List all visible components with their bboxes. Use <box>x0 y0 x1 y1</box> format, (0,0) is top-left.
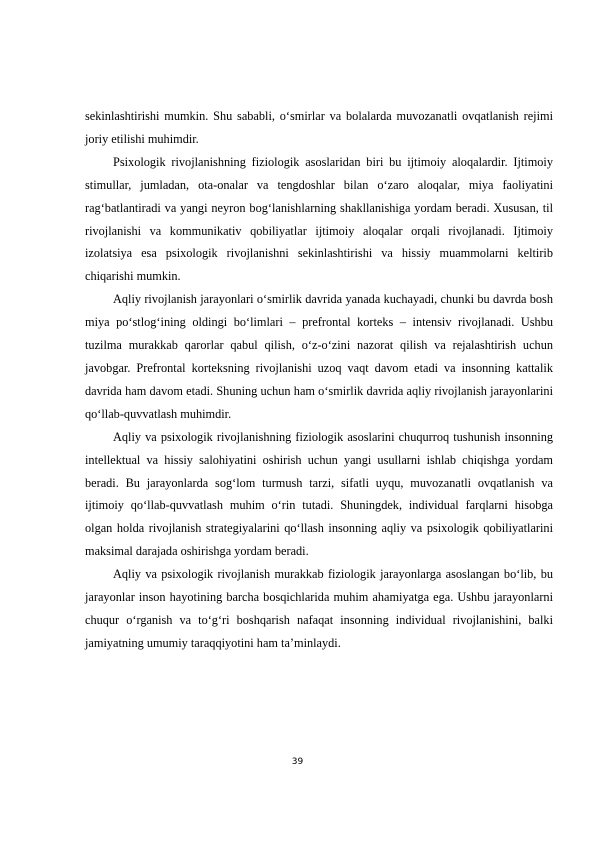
paragraph-conclusion: Aqliy va psixologik rivojlanish murakkab fiziologik jarayonlarga asoslangan bo‘lib, bu jarayonlar inson hayotining barcha bosqichlarida muhim ahamiyatga ega. Ushbu jarayonlarni chuqur o‘rganish va to‘g‘ri boshqarish nafaqat insonning individual rivojlanishini, balki jamiyatning umumiy taraqqiyotini ham ta’minlaydi. <box>85 567 553 650</box>
paragraph-continuation: sekinlashtirishi mumkin. Shu sababli, o‘smirlar va bolalarda muvozanatli ovqatlanish rejimi joriy etilishi muhimdir. <box>85 109 553 146</box>
paragraph-social-connections: Psixologik rivojlanishning fiziologik asoslaridan biri bu ijtimoiy aloqalardir. Ijtimoiy stimullar, jumladan, ota-onalar va tengdoshlar bilan o‘zaro aloqalar, miya faoliyatini rag‘batlantiradi va yangi neyron bog‘lanishlarning shakllanishiga yordam beradi. Xususan, til rivojlanishi va kommunikativ qobiliyatlar ijtimoiy aloqalar orqali rivojlanadi. Ijtimoiy izolatsiya esa psixologik rivojlanishni sekinlashtirishi va hissiy muammolarni keltirib chiqarishi mumkin. <box>85 154 553 284</box>
paragraph-physiological-foundations: Aqliy va psixologik rivojlanishning fiziologik asoslarini chuqurroq tushunish insonning intellektual va hissiy salohiyatini oshirish uchun yangi usullarni ishlab chiqishga yordam beradi. Bu jarayonlarda sog‘lom turmush tarzi, sifatli uyqu, muvozanatli ovqatlanish va ijtimoiy qo‘llab-quvvatlash muhim o‘rin tutadi. Shuningdek, individual farqlarni hisobga olgan holda rivojlanish strategiyalarini qo‘llash insonning aqliy va psixologik qobiliyatlarini maksimal darajada oshirishga yordam beradi. <box>85 429 553 559</box>
page-number: 39 <box>291 757 304 767</box>
page-body <box>85 105 553 655</box>
paragraph-adolescent-development: Aqliy rivojlanish jarayonlari o‘smirlik davrida yanada kuchayadi, chunki bu davrda bosh miya po‘stlog‘ining oldingi bo‘limlari – prefrontal korteks – intensiv rivojlanadi. Ushbu tuzilma murakkab qarorlar qabul qilish, o‘z-o‘zini nazorat qilish va rejalashtirish uchun javobgar. Prefrontal korteksning rivojlanishi uzoq vaqt davom etadi va insonning kattalik davrida ham davom etadi. Shuning uchun ham o‘smirlik davrida aqliy rivojlanish jarayonlarini qo‘llab-quvvatlash muhimdir. <box>85 292 553 421</box>
